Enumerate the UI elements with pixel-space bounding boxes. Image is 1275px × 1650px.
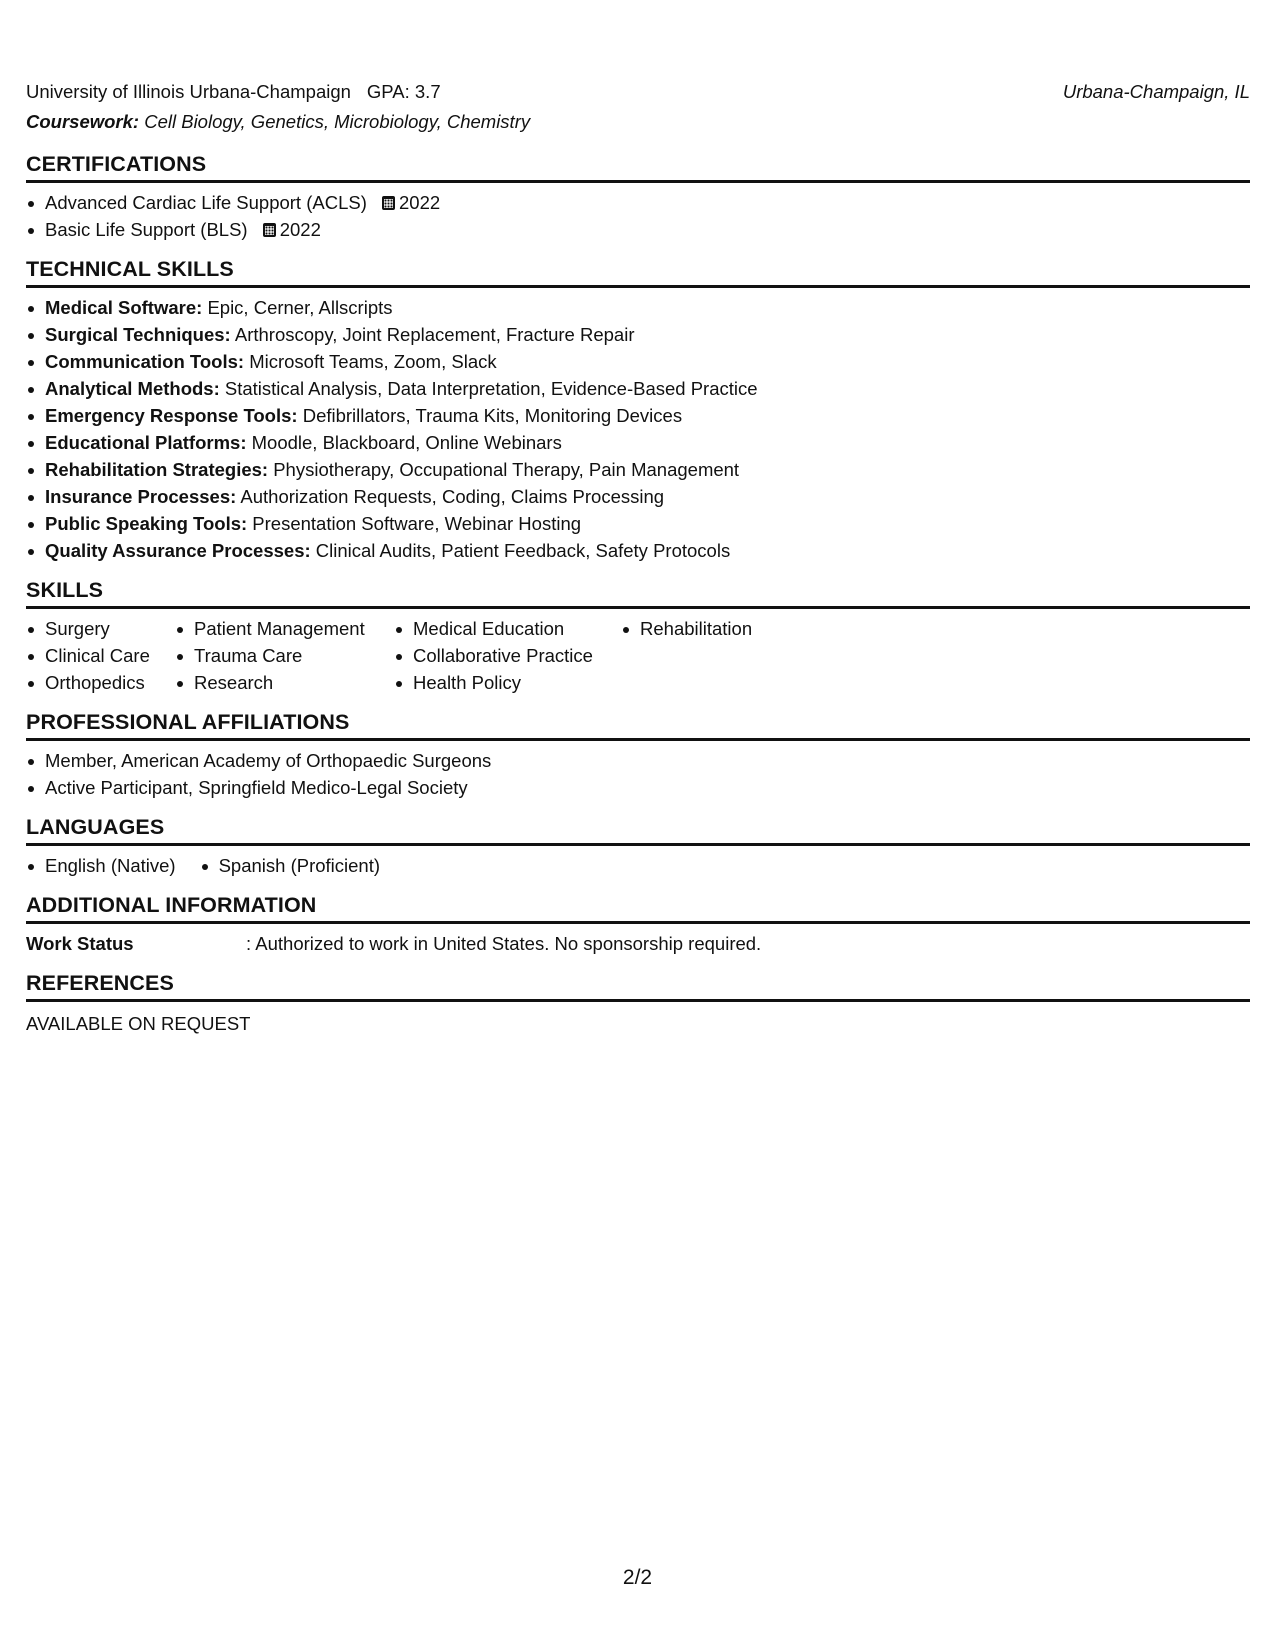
certifications-list xyxy=(26,189,1250,243)
list-item: Research xyxy=(175,669,394,696)
list-item xyxy=(26,189,1250,216)
skill-values: Microsoft Teams, Zoom, Slack xyxy=(249,351,497,372)
skill-category: Insurance Processes: xyxy=(45,486,237,507)
page-number: 2/2 xyxy=(622,1566,653,1589)
skill-values: Physiotherapy, Occupational Therapy, Pain Management xyxy=(273,459,740,480)
list-item xyxy=(26,216,1250,243)
list-item xyxy=(26,348,1250,375)
institution-name: University of Illinois Urbana-Champaign xyxy=(26,81,351,102)
skills-column xyxy=(175,615,394,696)
list-item xyxy=(26,375,1250,402)
coursework-value: Cell Biology, Genetics, Microbiology, Chemistry xyxy=(144,111,531,132)
affiliations-list xyxy=(26,747,1250,801)
certification-date xyxy=(382,192,440,213)
section-title-skills: SKILLS xyxy=(26,576,1250,609)
certification-name: Basic Life Support (BLS) xyxy=(45,219,248,240)
list-item: Medical Education xyxy=(394,615,621,642)
resume-page xyxy=(26,78,1250,1037)
certification-date xyxy=(263,219,321,240)
list-item: Active Participant, Springfield Medico-Legal Society xyxy=(26,774,1250,801)
skill-category: Analytical Methods: xyxy=(45,378,220,399)
gpa: GPA: 3.7 xyxy=(366,81,441,102)
education-row xyxy=(26,78,1250,108)
calendar-icon xyxy=(263,223,276,237)
list-item: Trauma Care xyxy=(175,642,394,669)
section-title-technical-skills: TECHNICAL SKILLS xyxy=(26,255,1250,288)
affiliations-section xyxy=(26,708,1250,801)
skill-values: Presentation Software, Webinar Hosting xyxy=(252,513,582,534)
skill-values: Authorization Requests, Coding, Claims Processing xyxy=(240,486,665,507)
section-title-references: REFERENCES xyxy=(26,969,1250,1002)
references-section xyxy=(26,969,1250,1037)
list-item xyxy=(26,483,1250,510)
certification-name: Advanced Cardiac Life Support (ACLS) xyxy=(45,192,367,213)
list-item xyxy=(26,510,1250,537)
skill-category: Quality Assurance Processes: xyxy=(45,540,311,561)
references-text: AVAILABLE ON REQUEST xyxy=(26,1013,251,1034)
list-item: Health Policy xyxy=(394,669,621,696)
skills-grid xyxy=(26,615,1250,696)
skill-category: Emergency Response Tools: xyxy=(45,405,298,426)
list-item: English (Native) xyxy=(26,852,176,879)
list-item: Rehabilitation xyxy=(621,615,821,642)
list-item: Collaborative Practice xyxy=(394,642,621,669)
education-details xyxy=(26,78,441,105)
skill-values: Defibrillators, Trauma Kits, Monitoring Devices xyxy=(302,405,683,426)
skill-category: Educational Platforms: xyxy=(45,432,247,453)
section-title-certifications: CERTIFICATIONS xyxy=(26,150,1250,183)
skill-category: Medical Software: xyxy=(45,297,203,318)
list-item xyxy=(26,402,1250,429)
list-item: Spanish (Proficient) xyxy=(200,852,380,879)
skill-values: Clinical Audits, Patient Feedback, Safety Protocols xyxy=(315,540,731,561)
list-item xyxy=(26,429,1250,456)
list-item: Surgery xyxy=(26,615,175,642)
skill-values: Epic, Cerner, Allscripts xyxy=(207,297,393,318)
skill-category: Public Speaking Tools: xyxy=(45,513,248,534)
additional-info-section xyxy=(26,891,1250,957)
list-item xyxy=(26,321,1250,348)
section-title-languages: LANGUAGES xyxy=(26,813,1250,846)
coursework xyxy=(26,108,1250,138)
certification-year: 2022 xyxy=(279,219,321,240)
skill-category: Surgical Techniques: xyxy=(45,324,231,345)
work-status-value: : Authorized to work in United States. No sponsorship required. xyxy=(246,933,762,954)
skills-column xyxy=(26,615,175,696)
technical-skills-section xyxy=(26,255,1250,564)
skill-values: Moodle, Blackboard, Online Webinars xyxy=(251,432,562,453)
skills-column xyxy=(394,615,621,696)
skills-section xyxy=(26,576,1250,696)
section-title-additional-info: ADDITIONAL INFORMATION xyxy=(26,891,1250,924)
skill-values: Arthroscopy, Joint Replacement, Fracture Repair xyxy=(234,324,635,345)
list-item: Member, American Academy of Orthopaedic Surgeons xyxy=(26,747,1250,774)
work-status-label: Work Status xyxy=(26,933,134,954)
work-status-row xyxy=(26,930,1250,957)
technical-skills-list xyxy=(26,294,1250,564)
list-item xyxy=(26,537,1250,564)
skills-column xyxy=(621,615,821,696)
languages-list xyxy=(26,852,1250,879)
skill-values: Statistical Analysis, Data Interpretation, Evidence-Based Practice xyxy=(224,378,758,399)
list-item: Clinical Care xyxy=(26,642,175,669)
skill-category: Communication Tools: xyxy=(45,351,245,372)
education-location: Urbana-Champaign, IL xyxy=(1062,81,1250,102)
list-item: Patient Management xyxy=(175,615,394,642)
list-item xyxy=(26,456,1250,483)
certification-year: 2022 xyxy=(399,192,441,213)
list-item: Orthopedics xyxy=(26,669,175,696)
list-item xyxy=(26,294,1250,321)
calendar-icon xyxy=(382,196,395,210)
coursework-label: Coursework: xyxy=(26,111,140,132)
certifications-section xyxy=(26,150,1250,243)
section-title-affiliations: PROFESSIONAL AFFILIATIONS xyxy=(26,708,1250,741)
languages-section xyxy=(26,813,1250,879)
skill-category: Rehabilitation Strategies: xyxy=(45,459,269,480)
